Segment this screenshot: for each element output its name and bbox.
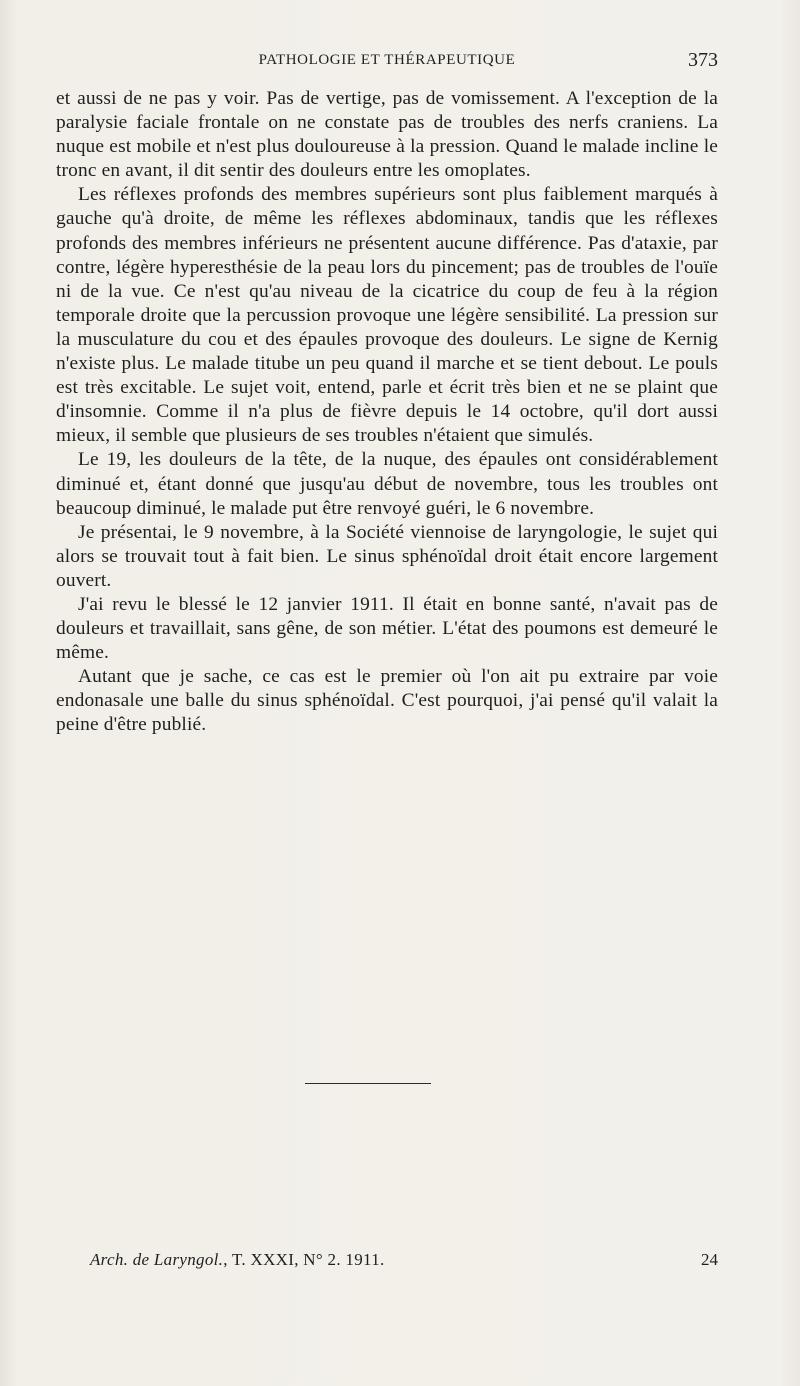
page-footer	[90, 1250, 718, 1274]
paragraph-4: Je présentai, le 9 novembre, à la Société viennoise de laryngologie, le sujet qui alors se trouvait tout à fait bien. Le sinus sphénoïdal droit était encore largement ouvert.	[56, 521, 718, 591]
paragraph-1: et aussi de ne pas y voir. Pas de vertige, pas de vomissement. A l'exception de la paralysie faciale frontale on ne constate pas de troubles des nerfs craniens. La nuque est mobile et n'est plus douloureuse à la pression. Quand le malade incline le tronc en avant, il dit sentir des douleurs entre les omoplates.	[56, 88, 718, 182]
paragraph-6: Autant que je sache, ce cas est le premier où l'on ait pu extraire par voie endonasale une balle du sinus sphénoïdal. C'est pourquoi, j'ai pensé qu'il valait la peine d'être publié.	[56, 666, 718, 736]
running-header	[56, 49, 718, 75]
paragraph-5: J'ai revu le blessé le 12 janvier 1911. Il était en bonne santé, n'avait pas de douleurs et travaillait, sans gêne, de son métier. L'état des poumons est demeuré le même.	[56, 593, 718, 664]
paragraph-2: Les réflexes profonds des membres supérieurs sont plus faiblement marqués à gauche qu'à droite, de même les réflexes abdominaux, tandis que les réflexes profonds des membres inférieurs ne présentent aucune différence. Pas d'ataxie, par contre, légère hyperesthésie de la peau lors du pincement; pas de troubles de l'ouïe ni de la vue. Ce n'est qu'au niveau de la cicatrice du coup de feu à la région temporale droite que la percussion provoque une légère sensibilité. La pression sur la musculature du cou et des épaules provoque des douleurs. Le signe de Kernig n'existe plus. Le malade titube un peu quand il marche et se tient debout. Le pouls est très excitable. Le sujet voit, entend, parle et écrit très bien et ne se plaint que d'insomnie. Comme il n'a plus de fièvre depuis le 14 octobre, qu'il dort aussi mieux, il semble que plusieurs de ses troubles n'étaient que simulés.	[56, 184, 718, 447]
journal-abbrev: Arch. de Laryngol.	[90, 1250, 224, 1269]
running-title: PATHOLOGIE ET THÉRAPEUTIQUE	[258, 52, 516, 68]
journal-citation: , T. XXXI, N° 2. 1911.	[223, 1250, 385, 1269]
section-end-rule	[305, 1083, 431, 1084]
signature-mark: 24	[701, 1250, 718, 1269]
page-number: 373	[688, 49, 718, 71]
paragraph-3: Le 19, les douleurs de la tête, de la nuque, des épaules ont considérablement diminué et, étant donné que jusqu'au début de novembre, tous les troubles ont beaucoup diminué, le malade put être renvoyé guéri, le 6 novembre.	[56, 449, 718, 519]
footer-citation	[90, 1250, 385, 1270]
body-text	[56, 87, 718, 738]
